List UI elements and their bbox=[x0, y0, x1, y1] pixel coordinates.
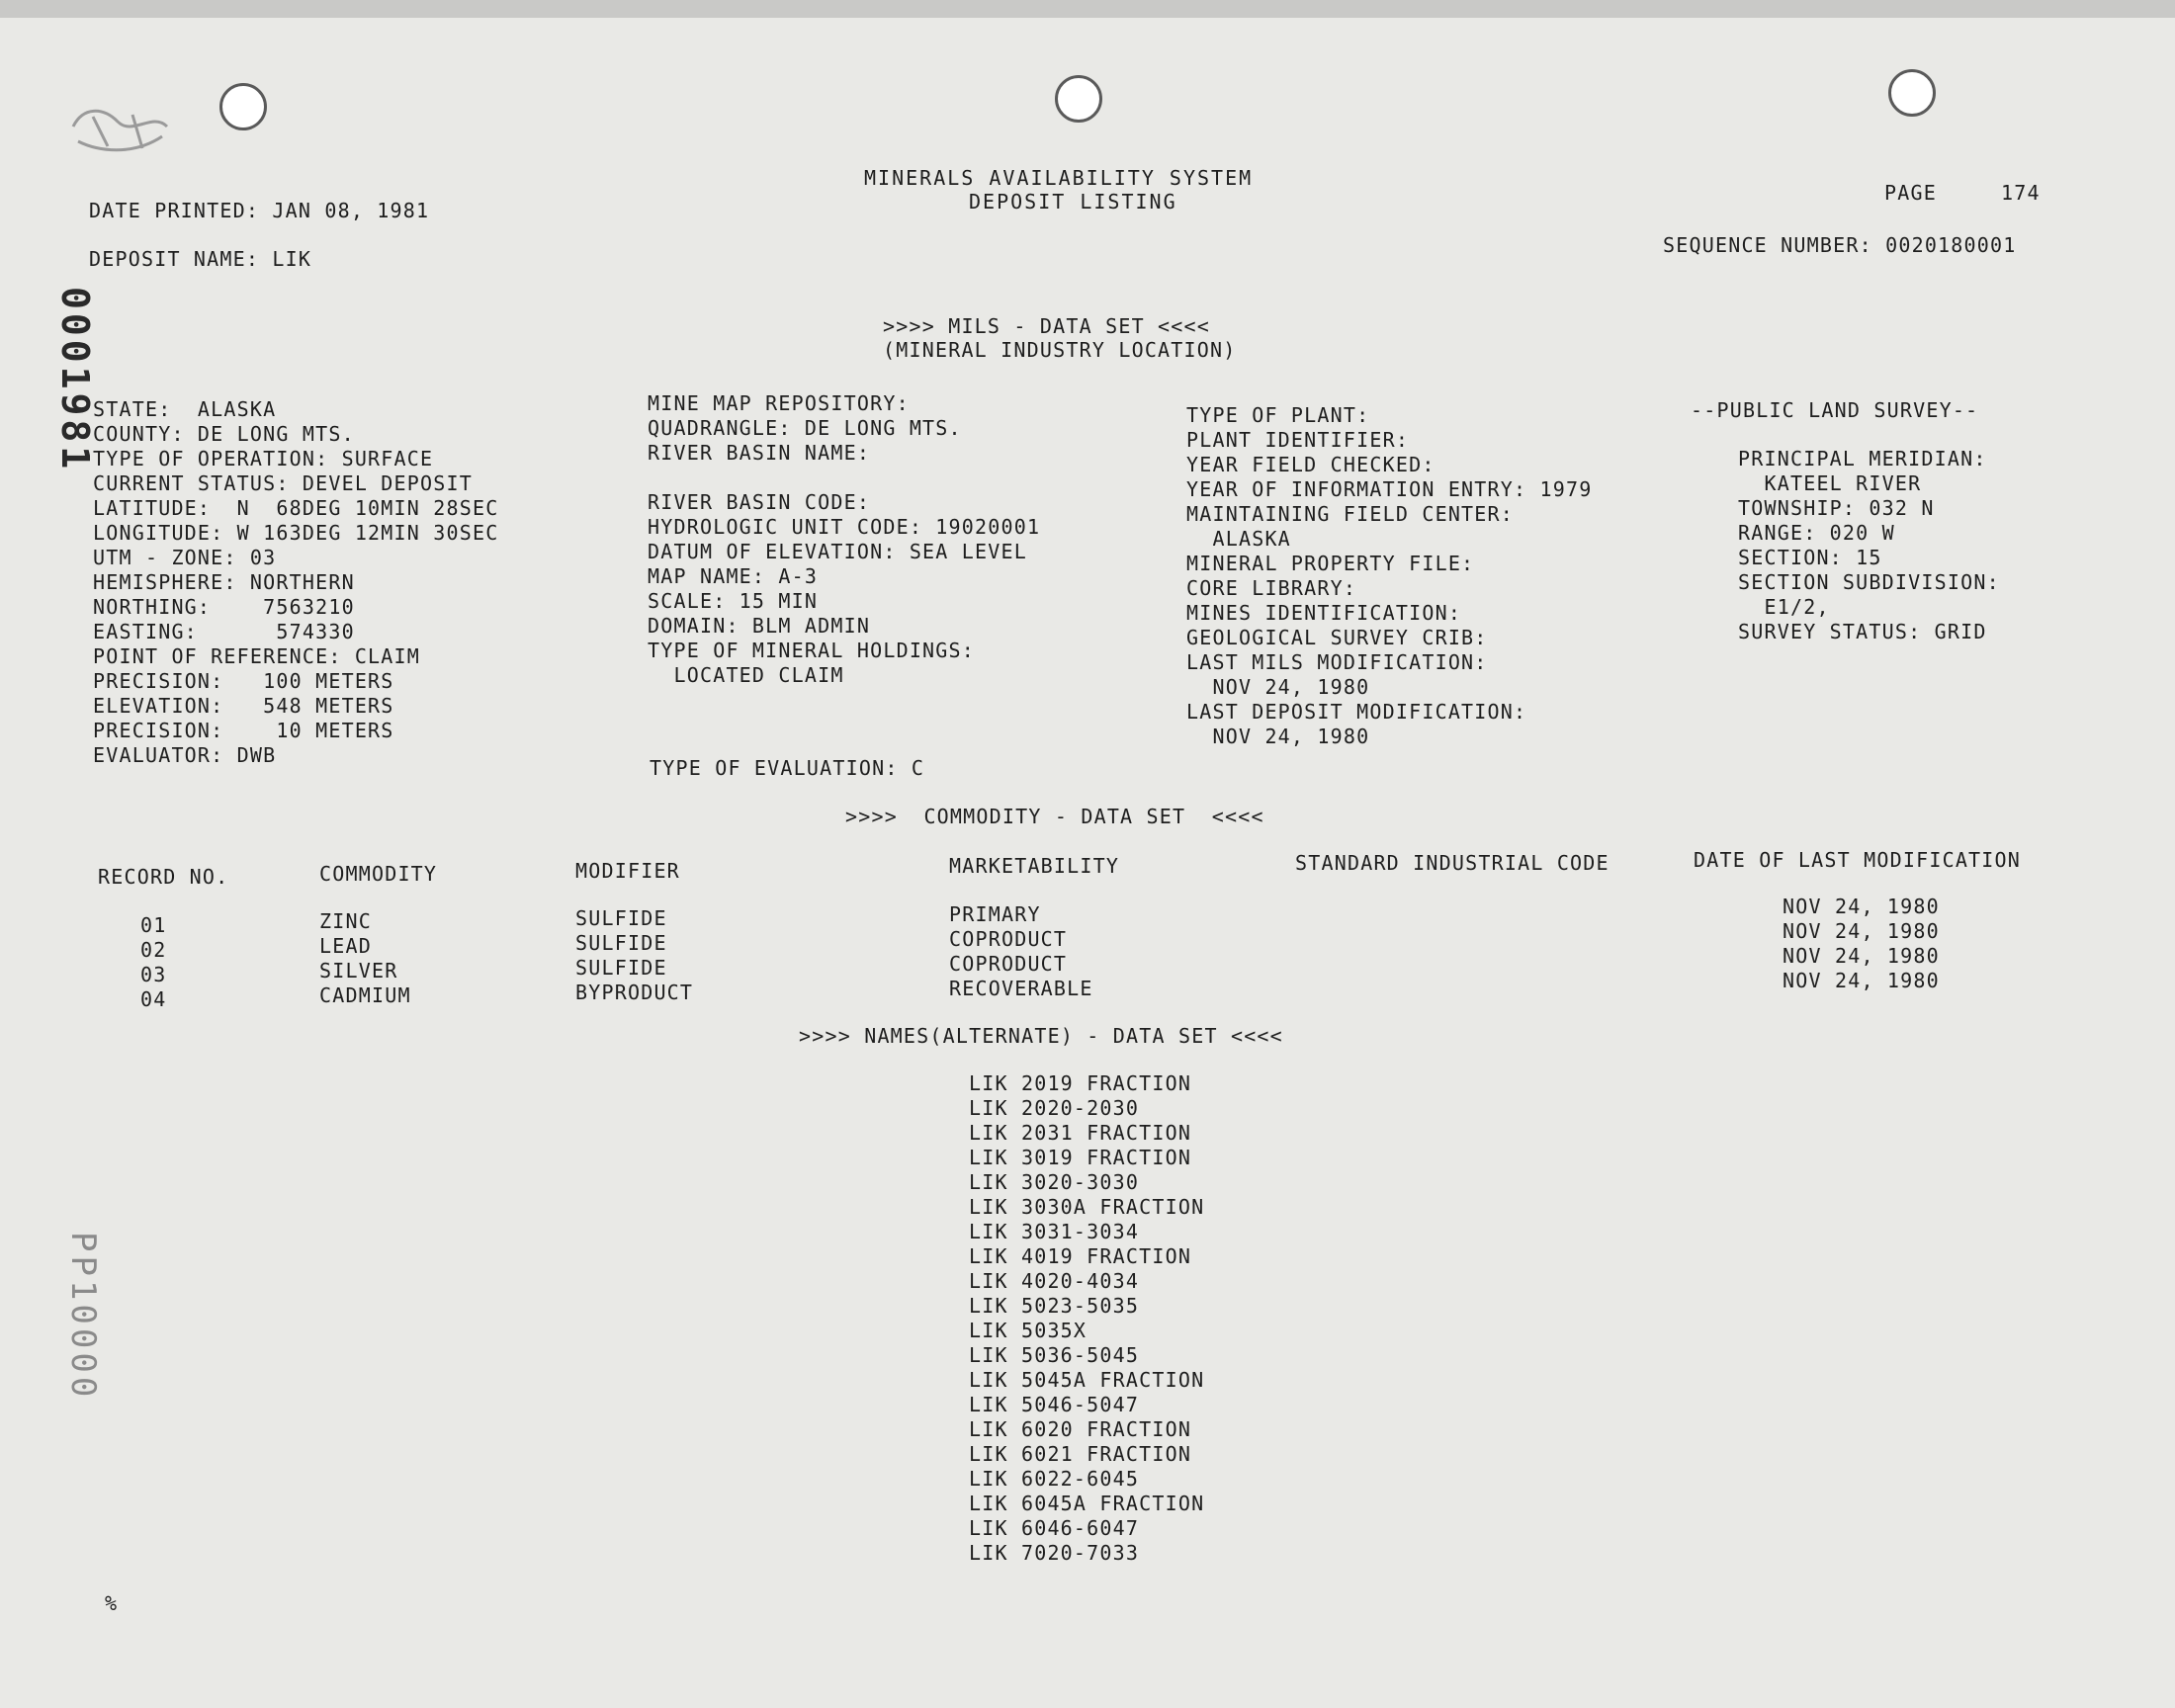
mines-identification-line: MINES IDENTIFICATION: bbox=[1186, 601, 1462, 625]
list-item: LIK 3030A FRACTION bbox=[969, 1195, 1205, 1219]
mine-map-repository-line: MINE MAP REPOSITORY: bbox=[648, 391, 910, 415]
header-modifier: MODIFIER bbox=[575, 859, 680, 883]
mineral-holdings-line: TYPE OF MINERAL HOLDINGS: bbox=[648, 639, 976, 662]
elevation-line: ELEVATION: 548 METERS bbox=[93, 694, 394, 718]
list-item: LIK 5046-5047 bbox=[969, 1393, 1140, 1416]
list-item: LIK 6021 FRACTION bbox=[969, 1442, 1192, 1466]
hydrologic-unit-code-line: HYDROLOGIC UNIT CODE: 19020001 bbox=[648, 515, 1041, 539]
mils-column-land-survey bbox=[1738, 447, 2000, 644]
commodity-title: >>>> COMMODITY - DATA SET <<<< bbox=[845, 805, 1264, 828]
commodity-date-column bbox=[1783, 895, 1940, 993]
date-printed: DATE PRINTED: JAN 08, 1981 bbox=[89, 199, 430, 222]
list-item: LIK 5045A FRACTION bbox=[969, 1368, 1205, 1392]
header-sic: STANDARD INDUSTRIAL CODE bbox=[1295, 851, 1610, 875]
hemisphere-line: HEMISPHERE: NORTHERN bbox=[93, 570, 355, 594]
year-field-checked-line: YEAR FIELD CHECKED: bbox=[1186, 453, 1436, 476]
longitude-line: LONGITUDE: W 163DEG 12MIN 30SEC bbox=[93, 521, 499, 545]
table-cell-date: NOV 24, 1980 bbox=[1783, 895, 1940, 918]
mineral-property-file-line: MINERAL PROPERTY FILE: bbox=[1186, 552, 1475, 575]
list-item: LIK 5023-5035 bbox=[969, 1294, 1140, 1318]
quadrangle-line: QUADRANGLE: DE LONG MTS. bbox=[648, 416, 962, 440]
table-cell-date: NOV 24, 1980 bbox=[1783, 919, 1940, 943]
section-subdivision-line: SECTION SUBDIVISION: bbox=[1738, 570, 2000, 594]
mils-subtitle: (MINERAL INDUSTRY LOCATION) bbox=[883, 338, 1237, 362]
county-line: COUNTY: DE LONG MTS. bbox=[93, 422, 355, 446]
mils-column-location bbox=[93, 397, 498, 768]
year-information-entry-line: YEAR OF INFORMATION ENTRY: 1979 bbox=[1186, 477, 1593, 501]
blank-line bbox=[648, 466, 1040, 490]
field-center-value-line: ALASKA bbox=[1186, 527, 1291, 551]
footer-mark: % bbox=[105, 1591, 119, 1615]
river-basin-name-line: RIVER BASIN NAME: bbox=[648, 441, 871, 465]
list-item: LIK 6022-6045 bbox=[969, 1467, 1140, 1491]
state-line: STATE: ALASKA bbox=[93, 397, 277, 421]
mineral-holdings-value-line: LOCATED CLAIM bbox=[648, 663, 844, 687]
commodity-marketability-column bbox=[949, 902, 1093, 1001]
table-cell-marketability: COPRODUCT bbox=[949, 927, 1068, 951]
list-item: LIK 6020 FRACTION bbox=[969, 1417, 1192, 1441]
list-item: LIK 3031-3034 bbox=[969, 1220, 1140, 1243]
deposit-name: DEPOSIT NAME: LIK bbox=[89, 247, 312, 271]
table-cell-record: 03 bbox=[140, 963, 167, 986]
table-cell-record: 01 bbox=[140, 913, 167, 937]
table-cell-marketability: RECOVERABLE bbox=[949, 977, 1093, 1000]
utm-zone-line: UTM - ZONE: 03 bbox=[93, 546, 277, 569]
table-cell-commodity: CADMIUM bbox=[319, 983, 411, 1007]
binder-hole-left bbox=[219, 83, 267, 130]
list-item: LIK 4020-4034 bbox=[969, 1269, 1140, 1293]
page-label: PAGE bbox=[1884, 181, 1937, 205]
last-mils-modification-date: NOV 24, 1980 bbox=[1186, 675, 1370, 699]
page-number: 174 bbox=[2001, 181, 2041, 205]
principal-meridian-line: PRINCIPAL MERIDIAN: bbox=[1738, 447, 1987, 470]
maintaining-field-center-line: MAINTAINING FIELD CENTER: bbox=[1186, 502, 1515, 526]
names-title: >>>> NAMES(ALTERNATE) - DATA SET <<<< bbox=[799, 1024, 1283, 1048]
principal-meridian-value: KATEEL RIVER bbox=[1738, 471, 1922, 495]
binder-hole-right bbox=[1888, 69, 1936, 117]
plant-identifier-line: PLANT IDENTIFIER: bbox=[1186, 428, 1410, 452]
table-cell-date: NOV 24, 1980 bbox=[1783, 969, 1940, 992]
list-item: LIK 4019 FRACTION bbox=[969, 1244, 1192, 1268]
type-of-plant-line: TYPE OF PLANT: bbox=[1186, 403, 1370, 427]
river-basin-code-line: RIVER BASIN CODE: bbox=[648, 490, 871, 514]
operation-type-line: TYPE OF OPERATION: SURFACE bbox=[93, 447, 434, 470]
geological-survey-crib-line: GEOLOGICAL SURVEY CRIB: bbox=[1186, 626, 1488, 649]
northing-line: NORTHING: 7563210 bbox=[93, 595, 355, 619]
system-title: MINERALS AVAILABILITY SYSTEM bbox=[864, 166, 1254, 190]
header-marketability: MARKETABILITY bbox=[949, 854, 1120, 878]
document-page bbox=[0, 18, 2175, 1708]
list-item: LIK 2020-2030 bbox=[969, 1096, 1140, 1120]
list-item: LIK 2019 FRACTION bbox=[969, 1071, 1192, 1095]
elevation-precision-line: PRECISION: 10 METERS bbox=[93, 719, 394, 742]
sequence-number: SEQUENCE NUMBER: 0020180001 bbox=[1663, 233, 2017, 257]
header-last-modification: DATE OF LAST MODIFICATION bbox=[1694, 848, 2022, 872]
public-land-survey-title: --PUBLIC LAND SURVEY-- bbox=[1691, 398, 1979, 422]
list-item: LIK 5035X bbox=[969, 1319, 1088, 1342]
point-of-reference-line: POINT OF REFERENCE: CLAIM bbox=[93, 644, 421, 668]
table-cell-modifier: BYPRODUCT bbox=[575, 981, 694, 1004]
mils-column-map bbox=[648, 391, 1040, 688]
commodity-record-column bbox=[140, 913, 166, 1012]
list-item: LIK 6045A FRACTION bbox=[969, 1492, 1205, 1515]
last-mils-modification-line: LAST MILS MODIFICATION: bbox=[1186, 650, 1488, 674]
section-line: SECTION: 15 bbox=[1738, 546, 1882, 569]
list-item: LIK 3020-3030 bbox=[969, 1170, 1140, 1194]
commodity-modifier-column bbox=[575, 906, 693, 1005]
table-cell-modifier: SULFIDE bbox=[575, 956, 667, 980]
binder-hole-center bbox=[1055, 75, 1102, 123]
type-of-evaluation: TYPE OF EVALUATION: C bbox=[650, 756, 925, 780]
commodity-name-column bbox=[319, 909, 411, 1008]
header-commodity: COMMODITY bbox=[319, 862, 438, 886]
scribble-mark-icon bbox=[63, 97, 182, 166]
mils-title: >>>> MILS - DATA SET <<<< bbox=[883, 314, 1211, 338]
table-cell-marketability: PRIMARY bbox=[949, 902, 1041, 926]
precision-line: PRECISION: 100 METERS bbox=[93, 669, 394, 693]
township-line: TOWNSHIP: 032 N bbox=[1738, 496, 1935, 520]
easting-line: EASTING: 574330 bbox=[93, 620, 355, 643]
range-line: RANGE: 020 W bbox=[1738, 521, 1895, 545]
survey-status-line: SURVEY STATUS: GRID bbox=[1738, 620, 1987, 643]
list-item: LIK 3019 FRACTION bbox=[969, 1146, 1192, 1169]
map-name-line: MAP NAME: A-3 bbox=[648, 564, 819, 588]
side-number-bottom: PP10000 bbox=[63, 1232, 103, 1402]
scale-line: SCALE: 15 MIN bbox=[648, 589, 819, 613]
latitude-line: LATITUDE: N 68DEG 10MIN 28SEC bbox=[93, 496, 499, 520]
alternate-names-list bbox=[969, 1071, 1204, 1566]
evaluator-line: EVALUATOR: DWB bbox=[93, 743, 277, 767]
table-cell-record: 04 bbox=[140, 987, 167, 1011]
table-cell-modifier: SULFIDE bbox=[575, 931, 667, 955]
list-item: LIK 7020-7033 bbox=[969, 1541, 1140, 1565]
list-item: LIK 5036-5045 bbox=[969, 1343, 1140, 1367]
table-cell-modifier: SULFIDE bbox=[575, 906, 667, 930]
table-cell-record: 02 bbox=[140, 938, 167, 962]
listing-title: DEPOSIT LISTING bbox=[969, 190, 1177, 214]
header-record-no: RECORD NO. bbox=[98, 865, 229, 889]
last-deposit-modification-line: LAST DEPOSIT MODIFICATION: bbox=[1186, 700, 1527, 724]
table-cell-commodity: SILVER bbox=[319, 959, 398, 982]
side-number-top: 0001981 bbox=[53, 287, 97, 473]
datum-of-elevation-line: DATUM OF ELEVATION: SEA LEVEL bbox=[648, 540, 1027, 563]
list-item: LIK 6046-6047 bbox=[969, 1516, 1140, 1540]
table-cell-date: NOV 24, 1980 bbox=[1783, 944, 1940, 968]
last-deposit-modification-date: NOV 24, 1980 bbox=[1186, 725, 1370, 748]
core-library-line: CORE LIBRARY: bbox=[1186, 576, 1357, 600]
list-item: LIK 2031 FRACTION bbox=[969, 1121, 1192, 1145]
section-subdivision-value: E1/2, bbox=[1738, 595, 1830, 619]
domain-line: DOMAIN: BLM ADMIN bbox=[648, 614, 871, 638]
current-status-line: CURRENT STATUS: DEVEL DEPOSIT bbox=[93, 471, 473, 495]
table-cell-commodity: ZINC bbox=[319, 909, 372, 933]
table-cell-commodity: LEAD bbox=[319, 934, 372, 958]
mils-column-plant bbox=[1186, 403, 1592, 749]
table-cell-marketability: COPRODUCT bbox=[949, 952, 1068, 976]
